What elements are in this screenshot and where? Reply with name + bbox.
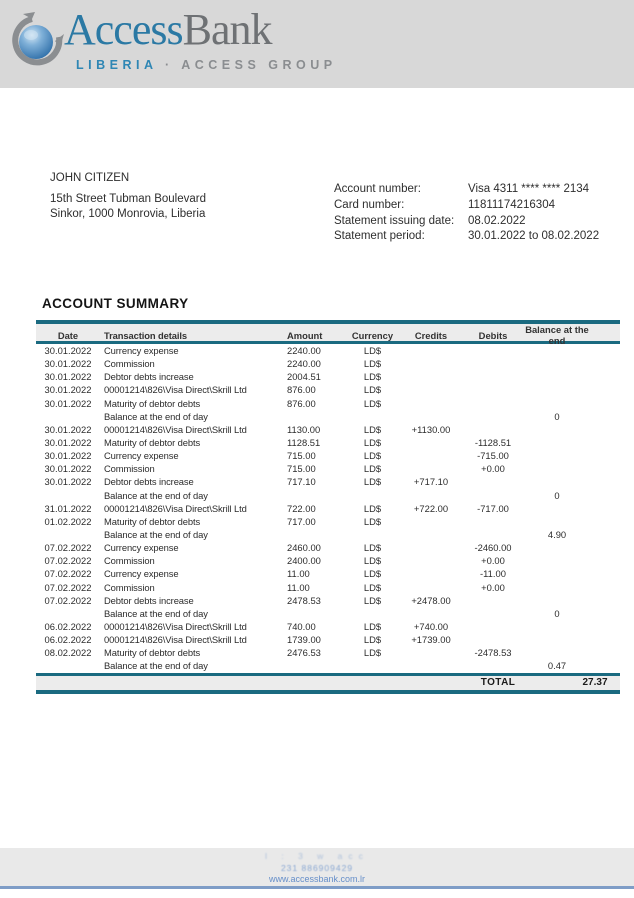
table-row <box>36 554 620 567</box>
table-row <box>36 436 620 449</box>
cell-date: 07.02.2022 <box>44 555 92 567</box>
cell-currency: LD$ <box>363 634 382 646</box>
cell-debits: -1128.51 <box>474 437 512 449</box>
cell-currency: LD$ <box>363 463 382 475</box>
cell-debits: -2460.00 <box>474 542 512 554</box>
cell-debits: -717.00 <box>477 502 509 514</box>
header-cell-currency: Currency <box>351 329 394 341</box>
cell-debits: -715.00 <box>477 450 509 462</box>
header-cell-debits: Debits <box>478 329 508 341</box>
header-cell-amount: Amount <box>287 329 323 341</box>
cell-credits: +1739.00 <box>411 634 451 646</box>
header-cell-credits: Credits <box>414 329 448 341</box>
cell-date: 30.01.2022 <box>44 450 92 462</box>
bank-tagline <box>76 58 337 72</box>
cell-credits: +722.00 <box>413 502 449 514</box>
cell-date: 06.02.2022 <box>44 621 92 633</box>
table-row <box>36 502 620 515</box>
cell-details: Currency expense <box>104 568 179 580</box>
meta-value: 08.02.2022 <box>468 214 526 227</box>
cell-details: Balance at the end of day <box>104 410 208 422</box>
cell-details: Maturity of debtor debts <box>104 647 201 659</box>
footer-band <box>0 848 634 888</box>
cell-details: Balance at the end of day <box>104 660 208 672</box>
table-row <box>36 620 620 633</box>
meta-value: 11811174216304 <box>468 198 555 211</box>
cell-details: Balance at the end of day <box>104 607 208 619</box>
table-row <box>36 357 620 370</box>
cell-balance: 0.47 <box>547 660 567 672</box>
table-row <box>36 528 620 541</box>
cell-date: 07.02.2022 <box>44 581 92 593</box>
cell-currency: LD$ <box>363 515 382 527</box>
cell-details: Commission <box>104 555 155 567</box>
cell-amount: 2400.00 <box>287 555 321 567</box>
cell-details: 00001214\826\Visa Direct\Skrill Ltd <box>104 634 247 646</box>
cell-currency: LD$ <box>363 450 382 462</box>
cell-currency: LD$ <box>363 358 382 370</box>
table-row <box>36 646 620 659</box>
globe-swoosh-icon <box>8 10 64 72</box>
customer-name: JOHN CITIZEN <box>50 172 130 184</box>
cell-details: Maturity of debtor debts <box>104 437 201 449</box>
table-row <box>36 607 620 620</box>
tagline-access-group: · ACCESS GROUP <box>165 58 337 72</box>
table-body <box>36 344 620 673</box>
cell-credits: +2478.00 <box>411 594 451 606</box>
statement-meta-block <box>334 182 599 245</box>
cell-amount: 2460.00 <box>287 542 321 554</box>
cell-date: 30.01.2022 <box>44 397 92 409</box>
header-cell-balance: Balance at the end <box>525 324 589 346</box>
meta-label: Statement period: <box>334 230 425 243</box>
table-row <box>36 633 620 646</box>
wordmark-access: Access <box>64 5 183 54</box>
footer-website: www.accessbank.com.lr <box>268 874 366 884</box>
cell-amount: 11.00 <box>287 568 310 580</box>
cell-details: Currency expense <box>104 542 179 554</box>
cell-date: 31.01.2022 <box>44 502 92 514</box>
cell-credits: +740.00 <box>413 621 449 633</box>
cell-details: 00001214\826\Visa Direct\Skrill Ltd <box>104 384 247 396</box>
table-row <box>36 489 620 502</box>
cell-date: 30.01.2022 <box>44 463 92 475</box>
meta-row <box>334 214 599 230</box>
meta-value: Visa 4311 **** **** 2134 <box>468 183 590 195</box>
account-summary-title: ACCOUNT SUMMARY <box>42 296 189 311</box>
table-bottom-bar <box>36 690 620 694</box>
cell-details: Maturity of debtor debts <box>104 397 201 409</box>
cell-amount: 2240.00 <box>287 358 321 370</box>
cell-date: 30.01.2022 <box>44 345 92 357</box>
cell-currency: LD$ <box>363 371 382 383</box>
table-row <box>36 449 620 462</box>
cell-amount: 715.00 <box>287 463 316 475</box>
cell-debits: -2478.53 <box>474 647 512 659</box>
cell-date: 07.02.2022 <box>44 542 92 554</box>
cell-currency: LD$ <box>363 384 382 396</box>
cell-date: 30.01.2022 <box>44 437 92 449</box>
cell-currency: LD$ <box>363 581 382 593</box>
cell-details: 00001214\826\Visa Direct\Skrill Ltd <box>104 423 247 435</box>
cell-amount: 2478.53 <box>287 594 321 606</box>
table-row <box>36 410 620 423</box>
table-header-row <box>36 324 620 346</box>
bank-wordmark <box>64 6 272 54</box>
cell-amount: 1128.51 <box>287 437 321 449</box>
wordmark-bank: Bank <box>182 5 272 54</box>
transactions-table <box>36 320 620 694</box>
cell-credits: +717.10 <box>413 476 449 488</box>
cell-currency: LD$ <box>363 647 382 659</box>
footer-divider-line <box>0 886 634 889</box>
cell-details: Currency expense <box>104 345 179 357</box>
meta-label: Account number: <box>334 183 421 195</box>
table-row <box>36 397 620 410</box>
cell-details: Balance at the end of day <box>104 529 208 541</box>
cell-currency: LD$ <box>363 594 382 606</box>
cell-credits: +1130.00 <box>411 423 451 435</box>
cell-balance: 0 <box>554 410 560 422</box>
cell-balance: 0 <box>554 607 560 619</box>
cell-date: 01.02.2022 <box>44 515 92 527</box>
cell-amount: 876.00 <box>287 397 316 409</box>
table-total-row <box>36 676 620 691</box>
cell-amount: 717.10 <box>287 476 316 488</box>
table-row <box>36 581 620 594</box>
header-band <box>0 0 634 88</box>
total-label: TOTAL <box>480 676 516 688</box>
cell-amount: 2240.00 <box>287 345 321 357</box>
cell-currency: LD$ <box>363 502 382 514</box>
cell-currency: LD$ <box>363 542 382 554</box>
cell-amount: 717.00 <box>287 515 316 527</box>
cell-details: 00001214\826\Visa Direct\Skrill Ltd <box>104 502 247 514</box>
cell-date: 07.02.2022 <box>44 568 92 580</box>
cell-details: Currency expense <box>104 450 179 462</box>
meta-row <box>334 182 599 198</box>
cell-amount: 722.00 <box>287 502 316 514</box>
cell-debits: +0.00 <box>481 463 505 475</box>
cell-amount: 740.00 <box>287 621 316 633</box>
total-value: 27.37 <box>582 676 608 688</box>
cell-details: 00001214\826\Visa Direct\Skrill Ltd <box>104 621 247 633</box>
table-row <box>36 423 620 436</box>
cell-details: Debtor debts increase <box>104 594 194 606</box>
cell-details: Commission <box>104 463 155 475</box>
cell-amount: 11.00 <box>287 581 310 593</box>
cell-details: Maturity of debtor debts <box>104 515 201 527</box>
table-row <box>36 462 620 475</box>
footer-phone-line: 231 886909429 <box>280 863 354 873</box>
cell-currency: LD$ <box>363 423 382 435</box>
table-row <box>36 515 620 528</box>
cell-debits: -11.00 <box>480 568 506 580</box>
cell-currency: LD$ <box>363 621 382 633</box>
cell-amount: 1130.00 <box>287 423 321 435</box>
table-row <box>36 370 620 383</box>
cell-currency: LD$ <box>363 345 382 357</box>
cell-currency: LD$ <box>363 437 382 449</box>
cell-amount: 876.00 <box>287 384 316 396</box>
table-row <box>36 383 620 396</box>
cell-details: Debtor debts increase <box>104 476 194 488</box>
table-row <box>36 475 620 488</box>
cell-debits: +0.00 <box>481 555 505 567</box>
header-cell-date: Date <box>57 329 79 341</box>
cell-date: 30.01.2022 <box>44 423 92 435</box>
customer-address-block <box>50 171 206 223</box>
cell-debits: +0.00 <box>481 581 505 593</box>
cell-currency: LD$ <box>363 397 382 409</box>
cell-currency: LD$ <box>363 568 382 580</box>
meta-label: Statement issuing date: <box>334 214 455 227</box>
meta-row <box>334 198 599 214</box>
cell-date: 30.01.2022 <box>44 476 92 488</box>
cell-amount: 1739.00 <box>287 634 321 646</box>
cell-details: Commission <box>104 358 155 370</box>
cell-details: Balance at the end of day <box>104 489 208 501</box>
table-row <box>36 659 620 672</box>
cell-currency: LD$ <box>363 476 382 488</box>
footer-faded-text: l : 3 w acc <box>265 851 369 861</box>
meta-value: 30.01.2022 to 08.02.2022 <box>468 230 600 243</box>
meta-label: Card number: <box>334 198 405 211</box>
customer-address-line1: 15th Street Tubman Boulevard <box>50 192 206 205</box>
cell-amount: 2476.53 <box>287 647 321 659</box>
cell-date: 07.02.2022 <box>44 594 92 606</box>
cell-date: 06.02.2022 <box>44 634 92 646</box>
customer-address-line2: Sinkor, 1000 Monrovia, Liberia <box>50 208 206 220</box>
header-cell-details: Transaction details <box>104 329 188 341</box>
cell-date: 30.01.2022 <box>44 384 92 396</box>
cell-date: 30.01.2022 <box>44 371 92 383</box>
cell-currency: LD$ <box>363 555 382 567</box>
cell-amount: 715.00 <box>287 450 316 462</box>
tagline-liberia: LIBERIA <box>76 58 158 72</box>
cell-date: 08.02.2022 <box>44 647 92 659</box>
table-row <box>36 594 620 607</box>
cell-date: 30.01.2022 <box>44 358 92 370</box>
table-row <box>36 567 620 580</box>
table-row <box>36 541 620 554</box>
meta-row <box>334 229 599 245</box>
cell-balance: 4.90 <box>547 529 567 541</box>
cell-details: Commission <box>104 581 155 593</box>
cell-balance: 0 <box>554 489 560 501</box>
cell-amount: 2004.51 <box>287 371 321 383</box>
cell-details: Debtor debts increase <box>104 371 194 383</box>
